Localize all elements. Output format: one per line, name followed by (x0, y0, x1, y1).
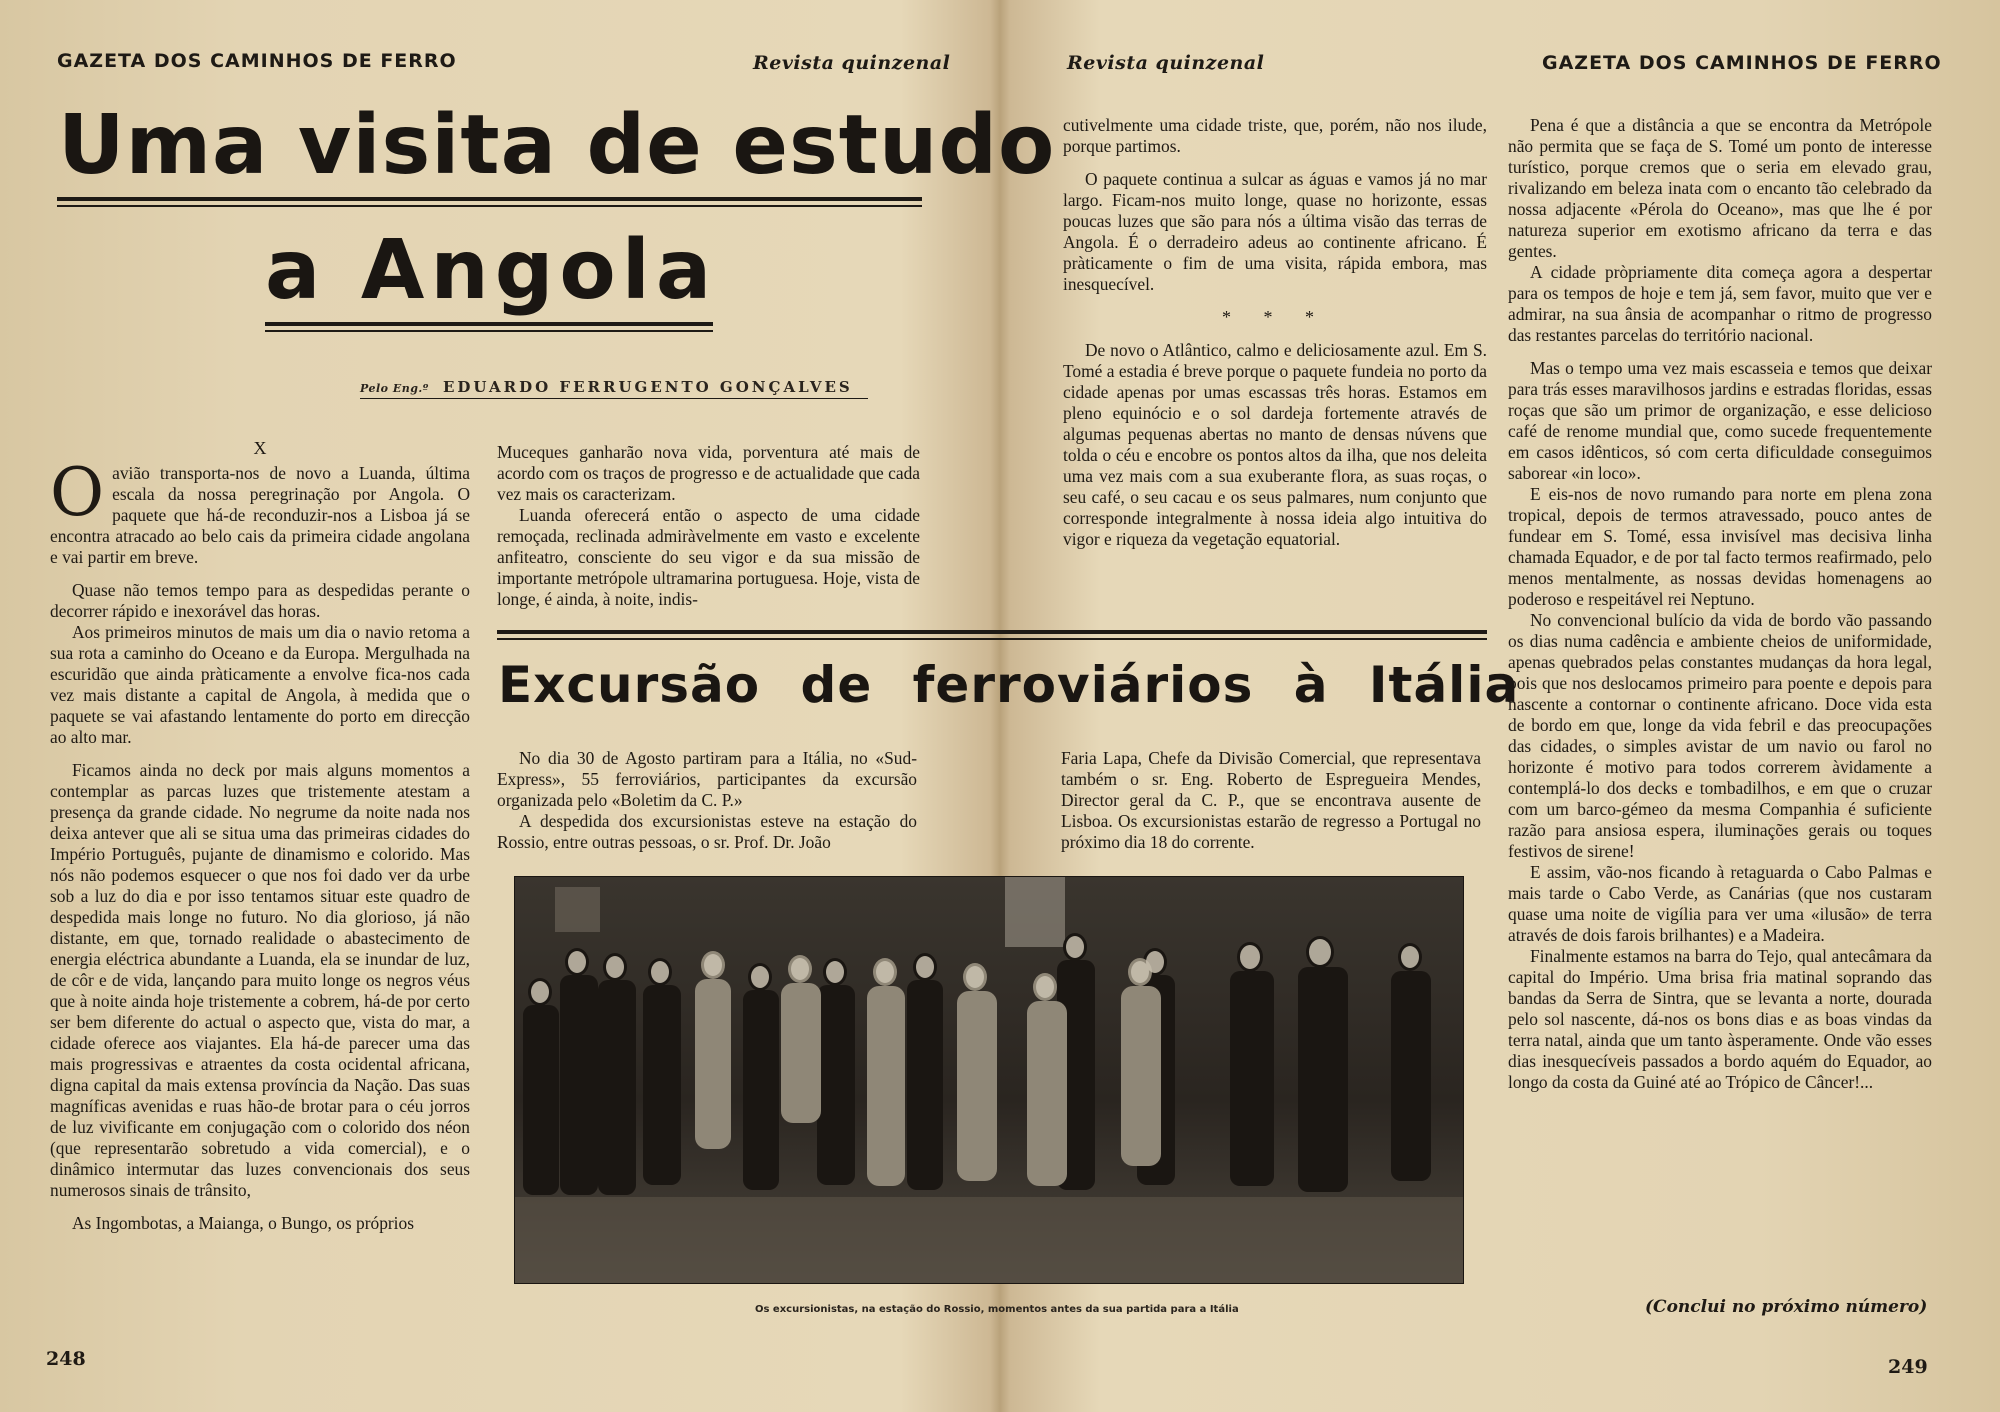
paragraph: E assim, vão-nos ficando à retaguarda o Cabo Palmas e mais tarde o Cabo Verde, as Canárias (que nos custaram quase uma noite de vigília para ver uma «ilusão» de terra através de dois farois brilhantes) e a Madeira. (1508, 862, 1932, 945)
paragraph: Pena é que a distância a que se encontra da Metrópole não permita que se faça de S. Tomé um ponto de interesse turístico, porque cremos que o seria em elevado grau, rivalizando em beleza inata com o encanto tão celebrado da nossa adjacente «Pérola do Oceano», mas que lhe é por natureza superior em exotismo africano da terra e das gentes. (1508, 115, 1932, 261)
group-photo-image (515, 877, 1463, 1283)
paragraph: Mas o tempo uma vez mais escasseia e temos que deixar para trás esses maravilhosos jardins e estradas floridas, essas roças que são um primor de organização, e esse delicioso café de renome mundial que, como sucede frequentemente em casos idênticos, só com certa dificuldade conseguimos saborear «in loco». (1508, 358, 1932, 483)
subtitle-rule (265, 322, 713, 326)
article2-rule (497, 630, 1487, 634)
continued-note: (Conclui no próximo número) (1645, 1297, 1928, 1317)
article2-title: Excursão de ferroviários à Itália (498, 656, 1520, 714)
byline (360, 378, 853, 396)
paragraph: Faria Lapa, Chefe da Divisão Comercial, que representava também o sr. Eng. Roberto de Espregueira Mendes, Director geral da C. P., que se encontrava ausente de Lisboa. Os excursionistas estarão de regresso a Portugal no próximo dia 18 do corrente. (1061, 748, 1481, 852)
article1-column-2 (497, 442, 920, 610)
paragraph: Muceques ganharão nova vida, porventura até mais de acordo com os traços de progresso e de actualidade que cada vez mais os caracterizam. (497, 442, 920, 504)
subtitle-rule-thin (265, 330, 713, 332)
running-header-left: GAZETA DOS CAMINHOS DE FERRO (57, 50, 457, 72)
paragraph: Aos primeiros minutos de mais um dia o navio retoma a sua rota a caminho do Oceano e da Europa. Mergulhada na escuridão que ainda pràticamente a envolve fica-nos cada vez mais distante a capital de Angola, à medida que o paquete se vai afastando lentamente do porto em direcção ao alto mar. (50, 622, 470, 747)
title-rule (57, 197, 922, 201)
paragraph: Ficamos ainda no deck por mais alguns momentos a contemplar as parcas luzes que tristemente atestam a presença da grande cidade. No negrume da noite nada nos deixa antever que ali se situa uma das primeiras cidades do Império Português, pujante de dinamismo e colorido. Mas nós não podemos esquecer o que nos foi dado ver da urbe sob a luz do dia e por isso tentamos situar este quadro de despedida mais longe no futuro. No dia glorioso, já não distante, em que, tornado realidade o abastecimento de energia eléctrica abundante a Luanda, ela se inundar de luz, de côr e de vida, lançando para muito longe os negros véus que à noite ainda hoje tristemente a cobrem, há-de por certo ser bem diferente do actual o aspecto que, vista do mar, a cidade oferece aos viajantes. Ela há-de parecer uma das mais progressivas e atraentes da costa ocidental africana, digna capital da mais extensa província da Nação. Das suas magníficas avenidas e ruas hão-de brotar para o céu jorros de luz vivificante em conjugação com o colorido dos néon (que representarão sobretudo a vida comercial), e o dinâmico intermutar das luzes convencionais dos seus numerosos sinais de trânsito, (50, 760, 470, 1200)
paragraph: A cidade pròpriamente dita começa agora a despertar para os tempos de hoje e tem já, sem favor, muito que ver e admirar, na sua ânsia de acompanhar o ritmo de progresso das restantes parcelas do território nacional. (1508, 262, 1932, 345)
paragraph: cutivelmente uma cidade triste, que, porém, não nos ilude, porque partimos. (1063, 115, 1487, 156)
paragraph: Luanda oferecerá então o aspecto de uma cidade remoçada, reclinada admiràvelmente em vasto e excelente anfiteatro, consciente do seu vigor e da sua missão de importante metrópole ultramarina portuguesa. Hoje, vista de longe, é ainda, à noite, indis- (497, 505, 920, 609)
paragraph: As Ingombotas, a Maianga, o Bungo, os próprios (72, 1213, 414, 1233)
paragraph: No convencional bulício da vida de bordo vão passando os dias numa cadência e ambiente cheios de uniformidade, apenas quebrados pelas constantes mudanças da hora legal, pois que nos deslocamos primeiro para poente e depois para nascente a contornar o continente africano. Doce vida esta de bordo em que, longe da vida febril e das preocupações das cidades, o simples avistar de um navio ou farol no horizonte é motivo para todos correrem àvidamente a contemplá-lo dos decks e tombadilhos, e em que o cruzar com um barco-gémeo da mesma Companhia é suficiente razão para ansiosa espera, iluminações gerais ou toques festivos de sirene! (1508, 610, 1932, 861)
article1-column-3 (1063, 115, 1487, 550)
article1-column-4 (1508, 115, 1932, 1093)
photo-caption: Os excursionistas, na estação do Rossio, momentos antes da sua partida para a Itália (755, 1304, 1239, 1315)
title-rule-thin (57, 205, 922, 207)
article-title-line2: a Angola (265, 223, 718, 318)
byline-author: EDUARDO FERRUGENTO GONÇALVES (442, 378, 853, 396)
section-separator: * * * (1222, 307, 1328, 327)
paragraph: Finalmente estamos na barra do Tejo, qual antecâmara da capital do Império. Uma brisa fria matinal soprando das bandas da Serra de Sintra, que se levanta a norte, dourada pelo sol nascente, dá-nos os bons dias e as boas vindas da terra natal, ainda que um tanto àsperamente. Onde vão esses dias inesquecíveis passados a bordo aquém do Equador, ao longo da costa da Guiné até ao Trópico de Câncer!... (1508, 946, 1932, 1092)
article2-rule-thin (497, 638, 1487, 640)
running-header-right: GAZETA DOS CAMINHOS DE FERRO (1542, 52, 1942, 74)
running-subheader-right: Revista quinzenal (1067, 52, 1265, 74)
paragraph: E eis-nos de novo rumando para norte em plena zona tropical, depois de termos atravessado, pouco antes de fundear em S. Tomé, essa invisível mas decisiva linha chamada Equador, e de por tal facto termos reafirmado, pelo menos mentalmente, as nossas devidas homenagens ao poderoso e respeitável rei Neptuno. (1508, 484, 1932, 609)
paragraph: No dia 30 de Agosto partiram para a Itália, no «Sud-Express», 55 ferroviários, participantes da excursão organizada pelo «Boletim da C. P.» (497, 748, 917, 810)
paragraph: De novo o Atlântico, calmo e deliciosamente azul. Em S. Tomé a estadia é breve porque o paquete fundeia no porto da cidade apenas por umas escassas três horas. Estamos em pleno equinócio e o sol dardeja fortemente através de algumas pequenas abertas no manto de densas núvens que tolda o céu e encobre os pontos altos da ilha, que nos deleita uma vez mais com a sua exuberante flora, as suas roças, o seu café, o seu cacau e os seus palmares, num conjunto que corresponde integralmente à nossa ideia algo intuitiva do vigor e riqueza da vegetação equatorial. (1063, 340, 1487, 549)
article2-column-2 (1061, 748, 1481, 853)
group-photo (514, 876, 1464, 1284)
byline-rule (360, 398, 868, 399)
page-number-right: 249 (1888, 1356, 1928, 1378)
drop-cap: O (50, 454, 105, 531)
article-title-line1: Uma visita de estudo (58, 98, 1056, 193)
page-number-left: 248 (46, 1348, 86, 1370)
paragraph: Oavião transporta-nos de novo a Luanda, última escala da nossa peregrinação por Angola. O paquete que há-de reconduzir-nos a Lisboa já se encontra atracado ao belo cais da primeira cidade angolana e vai partir em breve. (50, 454, 470, 567)
paragraph: Quase não temos tempo para as despedidas perante o decorrer rápido e inexorável das horas. (50, 580, 470, 621)
running-subheader-left: Revista quinzenal (753, 52, 951, 74)
article2-column-1 (497, 748, 917, 853)
paragraph: O paquete continua a sulcar as águas e vamos já no mar largo. Ficam-nos muito longe, quase no horizonte, essas poucas luzes que são para nós a última visão das terras de Angola. É o derradeiro adeus ao continente africano. É pràticamente o fim de uma visita, rápida embora, mas inesquecível. (1063, 169, 1487, 294)
byline-prefix: Pelo Eng.º (360, 382, 429, 395)
paragraph: A despedida dos excursionistas esteve na estação do Rossio, entre outras pessoas, o sr. Prof. Dr. João (497, 811, 917, 852)
section-number: X (253, 438, 267, 458)
article1-column-1 (50, 438, 470, 1234)
